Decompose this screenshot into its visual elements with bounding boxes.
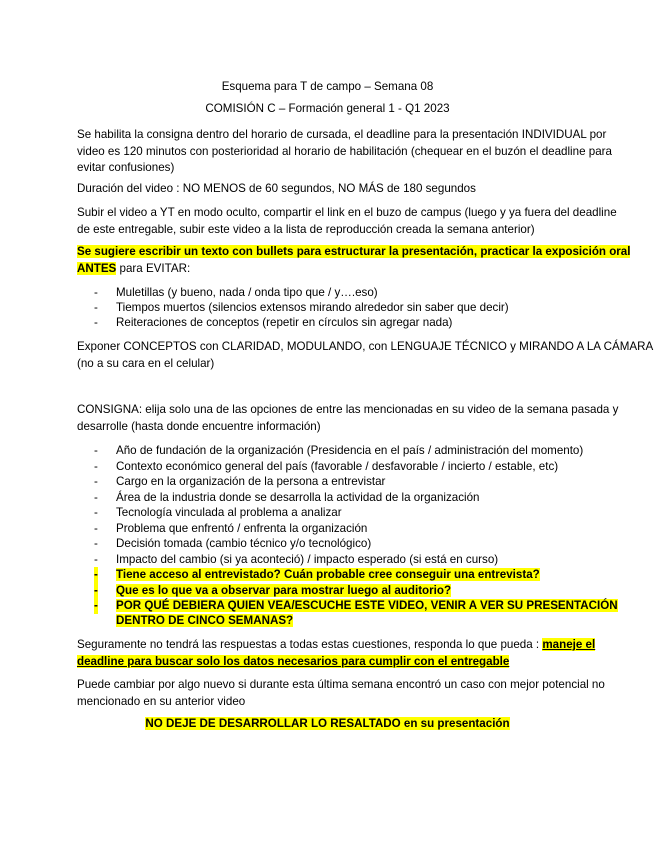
list-item-highlighted: Que es lo que va a observar para mostrar luego al auditorio?	[116, 584, 452, 597]
document-subtitle: COMISIÓN C – Formación general 1 - Q1 2023	[205, 102, 450, 115]
list-item-highlighted: POR QUÉ DEBIERA QUIEN VEA/ESCUCHE ESTE VIDEO, VENIR A VER SU PRESENTACIÓN	[116, 599, 618, 612]
list-item: Reiteraciones de conceptos (repetir en círculos sin agregar nada)	[116, 316, 453, 329]
intro-paragraph: Se habilita la consigna dentro del horario de cursada, el deadline para la presentación INDIVIDUAL por video es 120 minutos con posterioridad al horario de habilitación (chequear en el buzón el deadline para evitar confusiones)	[77, 128, 612, 174]
list-item-highlighted-continuation: DENTRO DE CINCO SEMANAS?	[116, 614, 294, 627]
document-title: Esquema para T de campo – Semana 08	[221, 80, 434, 93]
list-item: Muletillas (y bueno, nada / onda tipo que / y….eso)	[116, 286, 378, 299]
list-item: Contexto económico general del país (favorable / desfavorable / incierto / estable, etc)	[116, 460, 559, 473]
list-bullet: -	[94, 444, 98, 457]
list-bullet: -	[94, 301, 98, 314]
list-bullet: -	[94, 460, 98, 473]
suggestion-paragraph: Se sugiere escribir un texto con bullets para estructurar la presentación, practicar la exposición oral ANTES para EVITAR:	[77, 245, 631, 275]
list-bullet: -	[94, 286, 98, 299]
list-item: Problema que enfrentó / enfrenta la organización	[116, 522, 368, 535]
list-bullet: -	[94, 584, 98, 597]
antes-highlight: ANTES	[77, 261, 117, 275]
list-bullet: -	[94, 599, 98, 612]
list-bullet: -	[94, 316, 98, 329]
note-highlight: maneje el	[542, 638, 596, 651]
list-item: Cargo en la organización de la persona a entrevistar	[116, 475, 386, 488]
list-bullet: -	[94, 522, 98, 535]
list-bullet: -	[94, 568, 98, 581]
list-item: Año de fundación de la organización (Presidencia en el país / administración del momento)	[116, 444, 584, 457]
list-item: Tiempos muertos (silencios extensos mirando alrededor sin saber que decir)	[116, 301, 509, 314]
change-paragraph: Puede cambiar por algo nuevo si durante esta última semana encontró un caso con mejor potencial no mencionado en su anterior video	[77, 678, 605, 708]
consigna-paragraph: CONSIGNA: elija solo una de las opciones de entre las mencionadas en su video de la semana pasada y desarrolle (hasta donde encuentre información)	[77, 403, 619, 433]
list-bullet: -	[94, 537, 98, 550]
note-paragraph: Seguramente no tendrá las respuestas a todas estas cuestiones, responda lo que pueda : maneje el deadline para buscar solo los datos necesarios para cumplir con el entregable	[77, 638, 596, 668]
list-bullet: -	[94, 506, 98, 519]
duration-paragraph: Duración del video : NO MENOS de 60 segundos, NO MÁS de 180 segundos	[77, 182, 476, 195]
closing-line: NO DEJE DE DESARROLLAR LO RESALTADO en su presentación	[145, 717, 510, 730]
list-item: Decisión tomada (cambio técnico y/o tecnológico)	[116, 537, 372, 550]
list-item: Área de la industria donde se desarrolla la actividad de la organización	[116, 491, 480, 504]
expose-paragraph: Exponer CONCEPTOS con CLARIDAD, MODULANDO, con LENGUAJE TÉCNICO y MIRANDO A LA CÁMARA (no a su cara en el celular)	[77, 340, 654, 370]
list-bullet: -	[94, 553, 98, 566]
suggestion-highlight: Se sugiere escribir un texto con bullets para estructurar la presentación, practicar la exposición oral	[77, 245, 631, 258]
list-item: Tecnología vinculada al problema a analizar	[116, 506, 342, 519]
upload-paragraph: Subir el video a YT en modo oculto, compartir el link en el buzo de campus (luego y ya fuera del deadline de este entregable, subir este video a la lista de reproducción creada la semana anterior)	[77, 206, 617, 236]
list-bullet: -	[94, 491, 98, 504]
list-bullet: -	[94, 475, 98, 488]
note-highlight: deadline para buscar solo los datos necesarios para cumplir con el entregable	[77, 654, 510, 668]
list-item-highlighted: Tiene acceso al entrevistado? Cuán probable cree conseguir una entrevista?	[116, 568, 540, 581]
list-item: Impacto del cambio (si ya aconteció) / impacto esperado (si está en curso)	[116, 553, 499, 566]
